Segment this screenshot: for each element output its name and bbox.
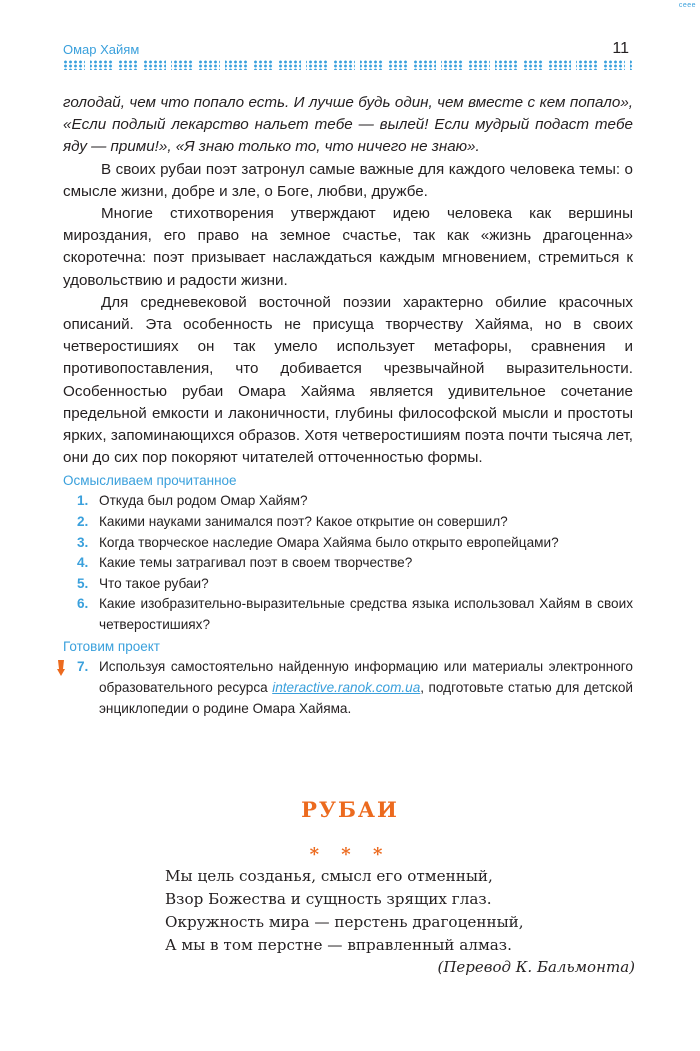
resource-link[interactable]: interactive.ranok.com.ua [272, 679, 421, 695]
poem-line: Окружность мира — перстень драгоценный, [165, 913, 524, 931]
question-text: Когда творческое наследие Омара Хайяма было открыто европейцами? [99, 534, 559, 550]
ornament-divider [63, 60, 633, 70]
paragraph-ideas: Многие стихотворения утверждают идею человека как вершины мироздания, его право на земное счастье, так как «жизнь драгоценна» скоротечна: поэт призывает наслаждаться каждым мгновением, стремиться к удовольствию и радости жизни. [63, 205, 633, 289]
running-title: Омар Хайям [63, 42, 140, 57]
quote-paragraph: голодай, чем что попало есть. И лучше будь один, чем вместе с кем попало», «Если подлый лекарство нальет тебе — вылей! Если мудрый подаст тебе яду — прими!», «Я знаю только то, что ничего не знаю». [63, 94, 633, 156]
question-item [63, 533, 633, 554]
question-text: Какими науками занимался поэт? Какое открытие он совершил? [99, 514, 508, 530]
question-text: Какие темы затрагивал поэт в своем творчестве? [99, 555, 413, 571]
question-number: 7. [77, 658, 89, 674]
poem [165, 865, 635, 957]
project-heading: Готовим проект [63, 638, 160, 654]
question-item [63, 512, 633, 533]
comprehension-heading: Осмысливаем прочитанное [63, 473, 237, 489]
question-item [63, 574, 633, 595]
pencil-marker-icon [55, 659, 67, 677]
question-number: 5. [77, 575, 89, 591]
running-head [63, 40, 633, 60]
question-number: 4. [77, 555, 89, 571]
question-number: 2. [77, 514, 89, 530]
main-text [63, 92, 633, 719]
question-item [63, 594, 633, 635]
question-item [63, 553, 633, 574]
question-text: Откуда был родом Омар Хайям? [99, 493, 308, 509]
paragraph-themes: В своих рубаи поэт затронул самые важные для каждого человека темы: о смысле жизни, добре и зле, о Боге, любви, дружбе. [63, 160, 633, 200]
corner-mark: ceee [678, 2, 696, 9]
question-number: 6. [77, 596, 89, 612]
question-number: 3. [77, 534, 89, 550]
question-text: Что такое рубаи? [99, 575, 209, 591]
project-task [63, 656, 633, 719]
poem-line: А мы в том перстне — вправленный алмаз. [165, 936, 512, 954]
question-number: 1. [77, 493, 89, 509]
translator-credit: (Перевод К. Бальмонта) [437, 958, 635, 976]
poem-line: Взор Божества и сущность зрящих глаз. [165, 890, 492, 908]
question-item [63, 491, 633, 512]
paragraph-style: Для средневековой восточной поэзии характерно обилие красочных описаний. Эта особенность не присуща творчеству Хайяма, но в своих четверостишиях он так умело использует метафоры, сравнения и противопоставления, что добивается чрезвычайной выразительности. Особенностью рубаи Омара Хайяма является удивительное сочетание предельной емкости и лаконичности, глубины философской мысли и простоты ярких, запоминающихся образов. Хотя четверостишиям поэта почти тысяча лет, они до сих пор покоряют читателей отточенностью формы. [63, 293, 633, 467]
poem-stars: * * * [309, 844, 391, 865]
project-text-end: , подготовьте статью для детской энциклопедии о родине Омара Хайяма. [99, 679, 633, 716]
poem-line: Мы цель созданья, смысл его отменный, [165, 867, 493, 885]
question-text: Какие изобразительно-выразительные средства языка использовал Хайям в своих четверостишиях? [99, 596, 633, 633]
project-text-start: Используя самостоятельно найденную информацию или материалы электронного образовательного ресурса [99, 658, 633, 695]
poem-title: РУБАИ [301, 797, 399, 822]
page-number: 11 [612, 40, 629, 57]
question-list [63, 491, 633, 635]
